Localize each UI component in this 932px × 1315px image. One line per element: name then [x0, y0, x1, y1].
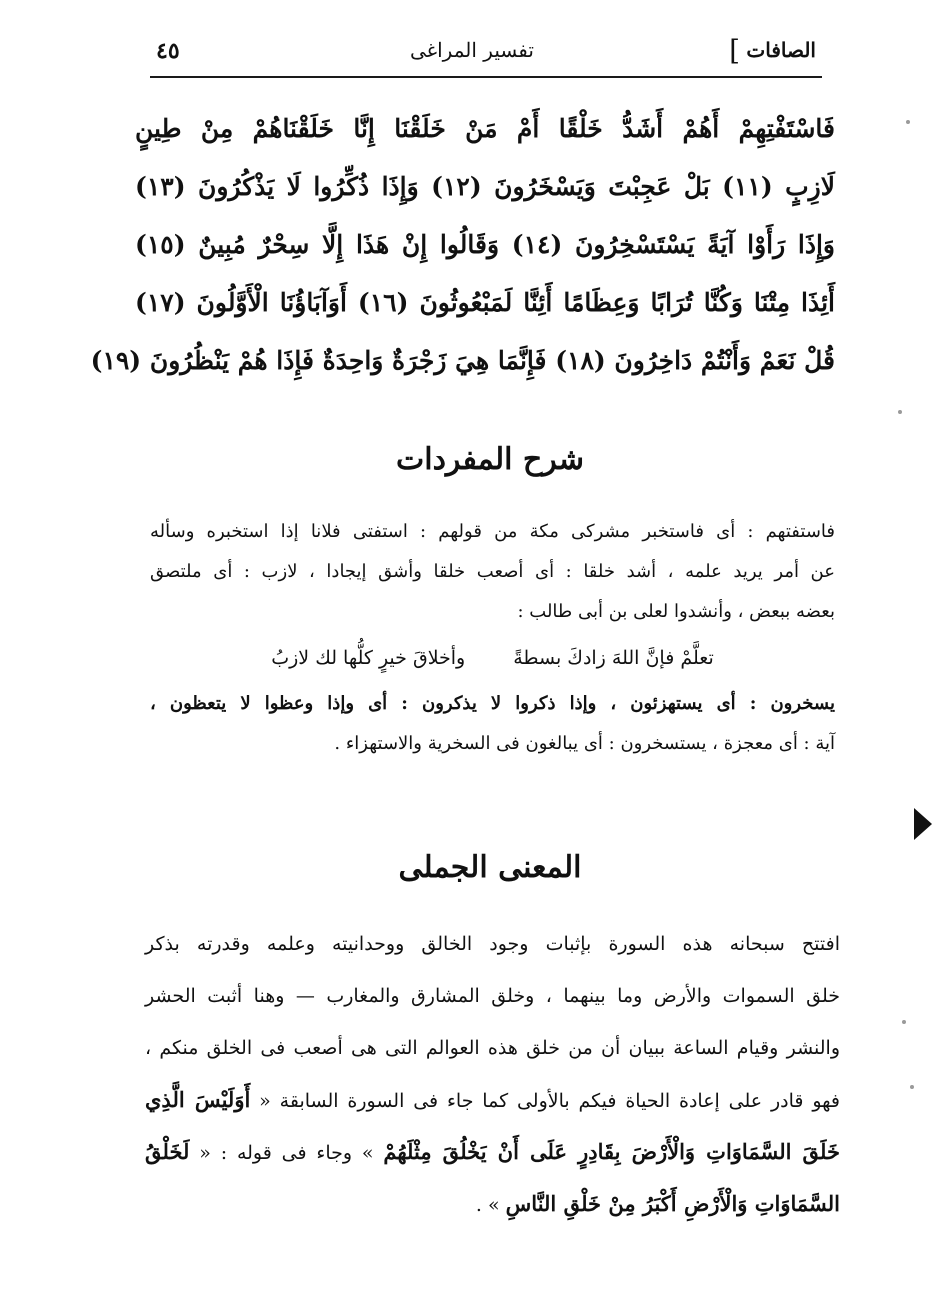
header-bracket: ] [729, 34, 740, 67]
quran-verses [90, 100, 835, 390]
page-header [150, 36, 822, 78]
meaning-text: » وجاء فى قوله : « [189, 1142, 384, 1164]
verse-line: لَازِبٍ (١١) بَلْ عَجِبْتَ وَيَسْخَرُونَ (١٢) وَإِذَا ذُكِّرُوا لَا يَذْكُرُونَ (١٣) [135, 172, 835, 201]
vocab-line: فاستفتهم : أى فاستخبر مشركى مكة من قولهم : استفتى فلانا إذا استخبره وسأله [150, 521, 835, 542]
book-title: تفسير المراغى [410, 38, 534, 62]
poem-second-hemistich: وأخلاقَ خيرٍ كلُّها لك لازبُ [271, 647, 466, 669]
vocab-paragraph [150, 512, 835, 764]
meaning-text: » . [475, 1194, 506, 1216]
margin-speck [898, 410, 902, 414]
verse-line: أَئِذَا مِتْنَا وَكُنَّا تُرَابًا وَعِظَامًا أَئِنَّا لَمَبْعُوثُونَ (١٦) أَوَآبَاؤُنَا الْأَوَّلُونَ (١٧) [135, 288, 835, 317]
vocab-heading: شرح المفردات [396, 442, 584, 477]
quran-quote: أَوَلَيْسَ الَّذِي [145, 1087, 251, 1112]
meaning-paragraph [145, 918, 840, 1230]
meaning-heading: المعنى الجملى [398, 850, 582, 885]
meaning-line [145, 1074, 840, 1126]
poem-first-hemistich: تعلَّمْ فإنَّ اللهَ زادكَ بسطةً [513, 647, 714, 669]
margin-tab-mark [914, 808, 932, 840]
verse-line: قُلْ نَعَمْ وَأَنْتُمْ دَاخِرُونَ (١٨) فَإِنَّمَا هِيَ زَجْرَةٌ وَاحِدَةٌ فَإِذَا هُمْ يَنْظُرُونَ (١٩) [90, 346, 835, 375]
margin-speck [910, 1085, 914, 1089]
meaning-text: والنشر وقيام الساعة ببيان أن من خلق هذه العوالم التى هى أصعب فى الخلق منكم ، [145, 1037, 840, 1059]
quran-quote: السَّمَاوَاتِ وَالْأَرْضِ أَكْبَرُ مِنْ خَلْقِ النَّاسِ [505, 1191, 840, 1216]
vocab-line: بعضه ببعض ، وأنشدوا لعلى بن أبى طالب : [517, 601, 835, 622]
surah-name: الصافات [746, 38, 816, 62]
margin-speck [906, 120, 910, 124]
meaning-text: خلق السموات والأرض وما بينهما ، وخلق المشارق والمغارب — وهنا أثبت الحشر [145, 985, 840, 1007]
vocab-line: آية : أى معجزة ، يستسخرون : أى يبالغون فى السخرية والاستهزاء . [334, 733, 835, 754]
margin-speck [902, 1020, 906, 1024]
meaning-line [145, 1178, 840, 1230]
vocab-line: يسخرون : أى يستهزئون ، وإذا ذكروا لا يذكرون : أى وإذا وعظوا لا يتعظون ، [150, 693, 835, 714]
poem-verse [150, 632, 835, 684]
verse-line: وَإِذَا رَأَوْا آيَةً يَسْتَسْخِرُونَ (١٤) وَقَالُوا إِنْ هَذَا إِلَّا سِحْرٌ مُبِينٌ (١٥) [135, 230, 835, 259]
vocab-line: عن أمر يريد علمه ، أشد خلقا : أى أصعب خلقا وأشق إيجادا ، لازب : أى ملتصق [150, 561, 835, 582]
page-number: ٤٥ [156, 38, 180, 64]
meaning-line [145, 1022, 840, 1074]
quran-quote: خَلَقَ السَّمَاوَاتِ وَالْأَرْضَ بِقَادِرٍ عَلَى أَنْ يَخْلُقَ مِثْلَهُمْ [383, 1139, 840, 1164]
meaning-line [145, 970, 840, 1022]
quran-quote: لَخَلْقُ [145, 1139, 190, 1164]
meaning-text: فهو قادر على إعادة الحياة فيكم بالأولى كما جاء فى السورة السابقة « [250, 1090, 840, 1112]
meaning-text: افتتح سبحانه هذه السورة بإثبات وجود الخالق ووحدانيته وعلمه وقدرته بذكر [145, 933, 840, 955]
verse-line: فَاسْتَفْتِهِمْ أَهُمْ أَشَدُّ خَلْقًا أَمْ مَنْ خَلَقْنَا إِنَّا خَلَقْنَاهُمْ مِنْ طِينٍ [135, 114, 835, 143]
meaning-line [145, 1126, 840, 1178]
meaning-line [145, 918, 840, 970]
